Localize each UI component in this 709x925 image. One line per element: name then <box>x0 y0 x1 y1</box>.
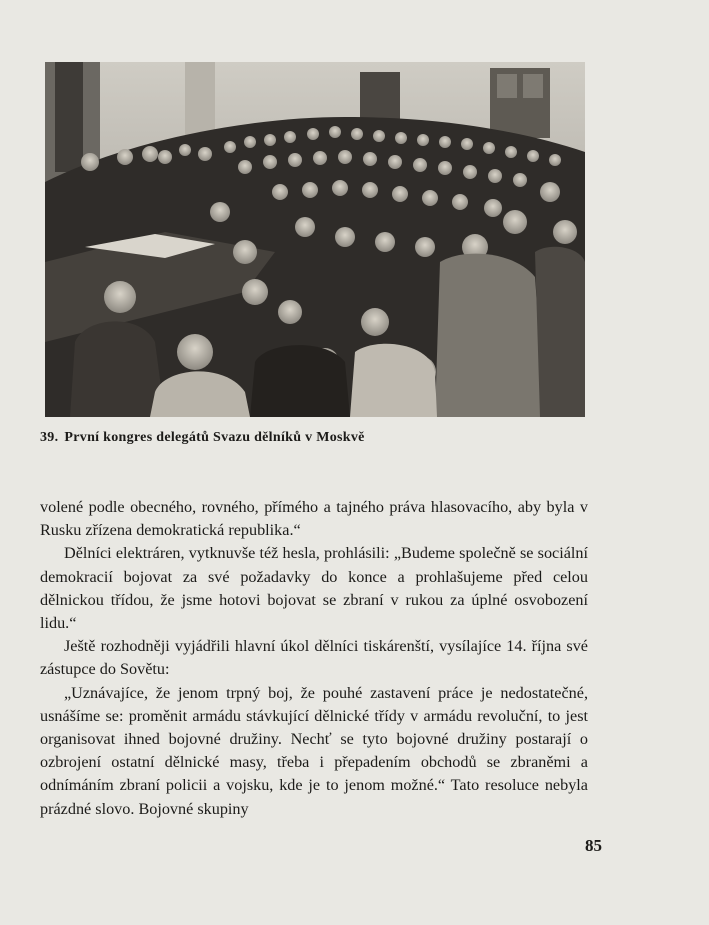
figure-number: 39. <box>40 430 59 445</box>
paragraph: Dělníci elektráren, vytknuvše též hesla, prohlásili: „Budeme společně se sociální demokracií bojovat za své požadavky do konce a prohlašujeme před celou dělnickou třídou, že jsme hotovi bojovat se zbraní v rukou za úplné osvobození lidu.“ <box>40 544 588 633</box>
figure-caption-text: První kongres delegátů Svazu dělníků v Moskvě <box>64 430 365 445</box>
page-number: 85 <box>585 836 602 855</box>
paragraph: Ještě rozhodněji vyjádřili hlavní úkol dělníci tiskárenští, vysílajíce 14. října své zástupce do Sovětu: <box>40 637 588 679</box>
figure-caption <box>40 430 365 446</box>
paragraph: „Uznávajíce, že jenom trpný boj, že pouhé zastavení práce je nedostatečné, usnášíme se: proměnit armádu stávkující dělnické třídy v armádu revoluční, to jest organisovat ihned bojovné družiny. Nechť se tyto bojovné družiny postarají o ozbrojení ostatní dělnické masy, třeba i přepadením obchodů se zbraněmi a odnímáním zbraní policii a vojsku, kde je to jenom možné.“ Tato resoluce nebyla prázdné slovo. Bojovné skupiny <box>40 683 588 818</box>
paragraph: volené podle obecného, rovného, přímého a tajného práva hlasovacího, aby byla v Rusku zřízena demokratická republika.“ <box>40 498 588 540</box>
congress-photograph <box>45 62 585 417</box>
body-text <box>40 496 588 821</box>
